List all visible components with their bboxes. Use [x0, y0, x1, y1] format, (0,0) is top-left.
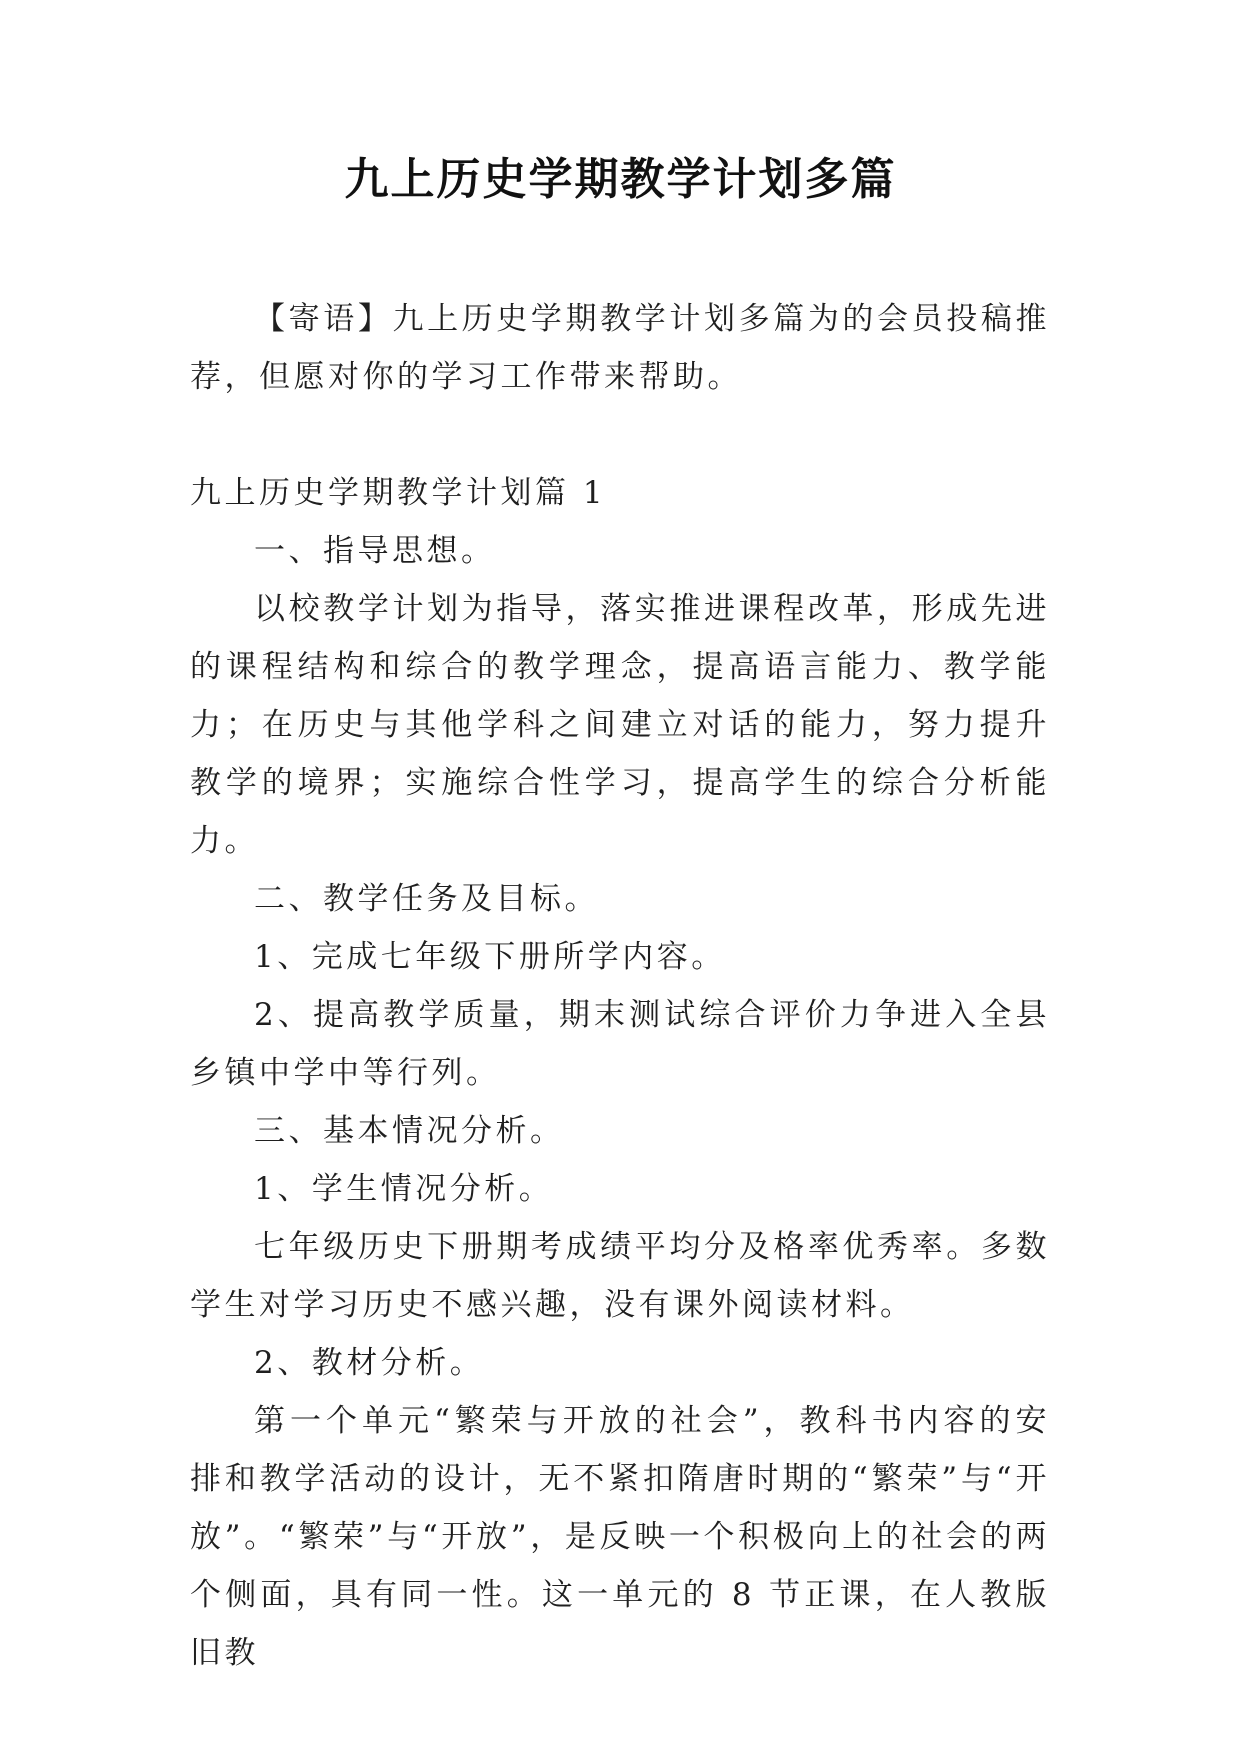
heading-guiding-thought: 一、指导思想。 [254, 533, 496, 569]
paragraph-textbook-analysis: 第一个单元“繁荣与开放的社会”，教科书内容的安排和教学活动的设计，无不紧扣隋唐时期的“繁荣”与“开放”。“繁荣”与“开放”，是反映一个积极向上的社会的两个侧面，具有同一性。这一单元的 8 节正课，在人教版旧教 [190, 1403, 1050, 1671]
intro-paragraph: 【寄语】九上历史学期教学计划多篇为的会员投稿推荐，但愿对你的学习工作带来帮助。 [190, 301, 1050, 395]
paragraph-gap [190, 406, 1050, 464]
section-heading: 九上历史学期教学计划篇 1 [190, 475, 607, 511]
paragraph-guiding-thought: 以校教学计划为指导，落实推进课程改革，形成先进的课程结构和综合的教学理念，提高语言能力、教学能力；在历史与其他学科之间建立对话的能力，努力提升教学的境界；实施综合性学习，提高学生的综合分析能力。 [190, 591, 1050, 859]
subheading-textbook-analysis: 2、教材分析。 [254, 1345, 485, 1381]
heading-teaching-tasks: 二、教学任务及目标。 [254, 881, 599, 917]
document-body [190, 290, 1050, 1682]
paragraph-student-analysis: 七年级历史下册期考成绩平均分及格率优秀率。多数学生对学习历史不感兴趣，没有课外阅读材料。 [190, 1229, 1050, 1323]
document-title: 九上历史学期教学计划多篇 [344, 154, 897, 205]
list-item-task-1: 1、完成七年级下册所学内容。 [254, 939, 726, 975]
subheading-student-analysis: 1、学生情况分析。 [254, 1171, 554, 1207]
list-item-task-2: 2、提高教学质量，期末测试综合评价力争进入全县乡镇中学中等行列。 [190, 997, 1050, 1091]
heading-basic-analysis: 三、基本情况分析。 [254, 1113, 565, 1149]
